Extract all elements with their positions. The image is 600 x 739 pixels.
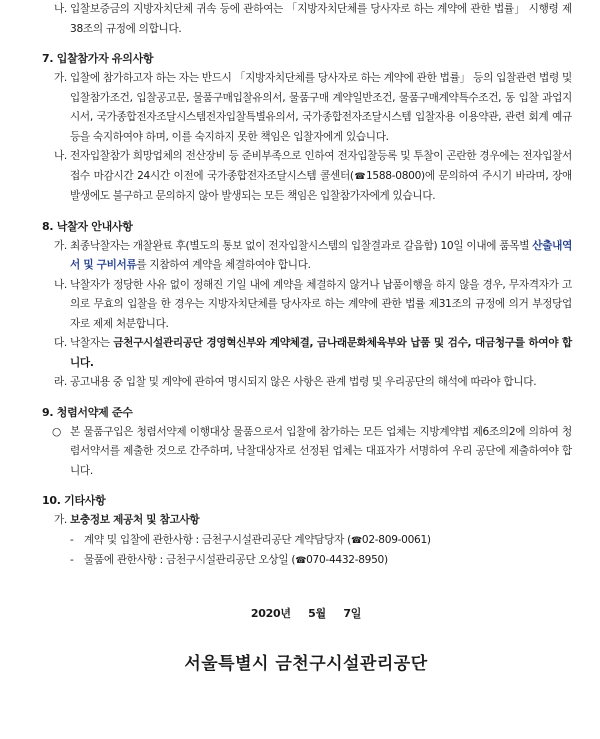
circle-bullet-icon: ○ [52, 425, 61, 438]
item-text: 보충정보 제공처 및 참고사항 [70, 514, 200, 526]
section-9 [40, 403, 572, 482]
contact-text: 계약 및 입찰에 관한사항 : 금천구시설관리공단 계약담당자 ( [84, 533, 351, 546]
section-title: 8. 낙찰자 안내사항 [42, 219, 133, 233]
organization-name: 서울특별시 금천구시설관리공단 [184, 653, 428, 674]
dash-marker: - [70, 553, 74, 566]
section10-item-ga [40, 511, 572, 531]
phone-icon: ☎ [295, 555, 307, 566]
phone-icon: ☎ [353, 171, 366, 182]
dash-marker: - [70, 533, 74, 546]
item-marker: 나. [54, 278, 68, 291]
item-marker: 나. [54, 3, 68, 15]
item-text-cont: 를 지참하여 계약을 체결하여야 합니다. [136, 259, 311, 271]
phone-number: 1588-0800 [365, 169, 422, 182]
item-marker: 라. [54, 376, 68, 388]
contact-close: ) [384, 553, 388, 566]
section-title: 7. 입찰참가자 유의사항 [42, 52, 154, 65]
contact-line [40, 551, 572, 571]
item-marker: 가. [54, 239, 68, 252]
section-title: 9. 청렴서약제 준수 [42, 405, 133, 419]
item-marker: 가. [54, 514, 68, 526]
item-text: 입찰에 참가하고자 하는 자는 반드시 「지방자치단체를 당사자로 하는 계약에 관한 법률」 등의 입찰관련 법령 및 입찰참가조건, 입찰공고문, 물품구매입찰유의서, 물품구매 계약일반조건, 물품구매계약특수조건, 동 입찰 과업지시서, 국가종합전자조달시스템전자입찰특별유의서, 국가종합전자조달시스템 입찰자용 이용약관, 관련 회계 예규 등을 숙지하여야 하며, 이를 숙지하지 못한 책임은 입찰자에게 있습니다. [70, 72, 572, 143]
contact-text: 물품에 관한사항 : 금천구시설관리공단 오상일 ( [84, 553, 296, 566]
item-text: 입찰보증금의 지방자치단체 귀속 등에 관하여는 「지방자치단체를 당사자로 하는 계약에 관한 법률」 시행령 제38조의 규정에 의합니다. [70, 3, 572, 35]
section8-item-ga [40, 237, 572, 276]
phone-icon: ☎ [350, 535, 362, 546]
section-8 [40, 217, 572, 393]
section8-item-da [40, 334, 572, 373]
item-marker: 다. [54, 337, 68, 349]
contact-line [40, 531, 572, 551]
item-text: 전자입찰참가 희망업체의 전산장비 등 준비부족으로 인하여 전자입찰등록 및 투찰이 곤란한 경우에는 전자입찰서 접수 마감시간 24시간 이전에 국가종합전자조달시스템 콜센터( [70, 150, 572, 182]
contact-close: ) [426, 533, 431, 546]
item-text: 낙찰자는 [70, 337, 114, 349]
section7-item-ga [40, 69, 572, 147]
item-marker: 나. [54, 150, 68, 162]
section-title: 10. 기타사항 [42, 494, 106, 507]
phone-number: 070-4432-8950 [306, 553, 384, 566]
section8-item-na [40, 276, 572, 335]
section6-item-na [40, 0, 572, 39]
section7-item-na [40, 147, 572, 207]
section-10 [40, 491, 572, 571]
section9-item [40, 423, 572, 482]
item-text: 본 물품구입은 청렴서약제 이행대상 물품으로서 입찰에 참가하는 모든 업체는 지방계약법 제6조의2에 의하여 청렴서약서를 제출한 것으로 간주하며, 낙찰대상자로 선정된 업체는 대표자가 서명하여 우리 공단에 제출하여야 합니다. [70, 425, 572, 477]
item-text: 최종낙찰자는 개찰완료 후(별도의 통보 없이 전자입찰시스템의 입찰결과로 갈음함) 10일 이내에 품목별 [70, 239, 533, 252]
document-date: 2020년 5월 7일 [250, 606, 362, 620]
phone-number: 02-809-0061 [361, 533, 427, 546]
section8-item-ra [40, 373, 572, 393]
section-7 [40, 49, 572, 207]
highlight-text: 산출내역서 및 구비서류 [70, 239, 572, 271]
bold-text: 금천구시설관리공단 경영혁신부와 계약체결, 금나래문화체육부와 납품 및 검수, 대금청구를 하여야 합니다. [70, 337, 572, 369]
item-marker: 가. [54, 72, 68, 84]
item-text: 낙찰자가 정당한 사유 없이 정해진 기일 내에 계약을 체결하지 않거나 납품이행을 하지 않을 경우, 무자격자가 고의로 무효의 입찰을 한 경우는 지방자치단체를 당사자로 하는 계약에 관한 법률 제31조의 규정에 의거 부정당업자로 제제 처분합니다. [70, 278, 572, 330]
item-text: 공고내용 중 입찰 및 계약에 관하여 명시되지 않은 사항은 관계 법령 및 우리공단의 해석에 따라야 합니다. [70, 376, 537, 388]
item-text-cont: )에 문의하여 주시기 바라며, 장애발생에도 불구하고 문의하지 않아 발생되는 모든 책임은 입찰참가자에게 있습니다. [70, 169, 572, 202]
